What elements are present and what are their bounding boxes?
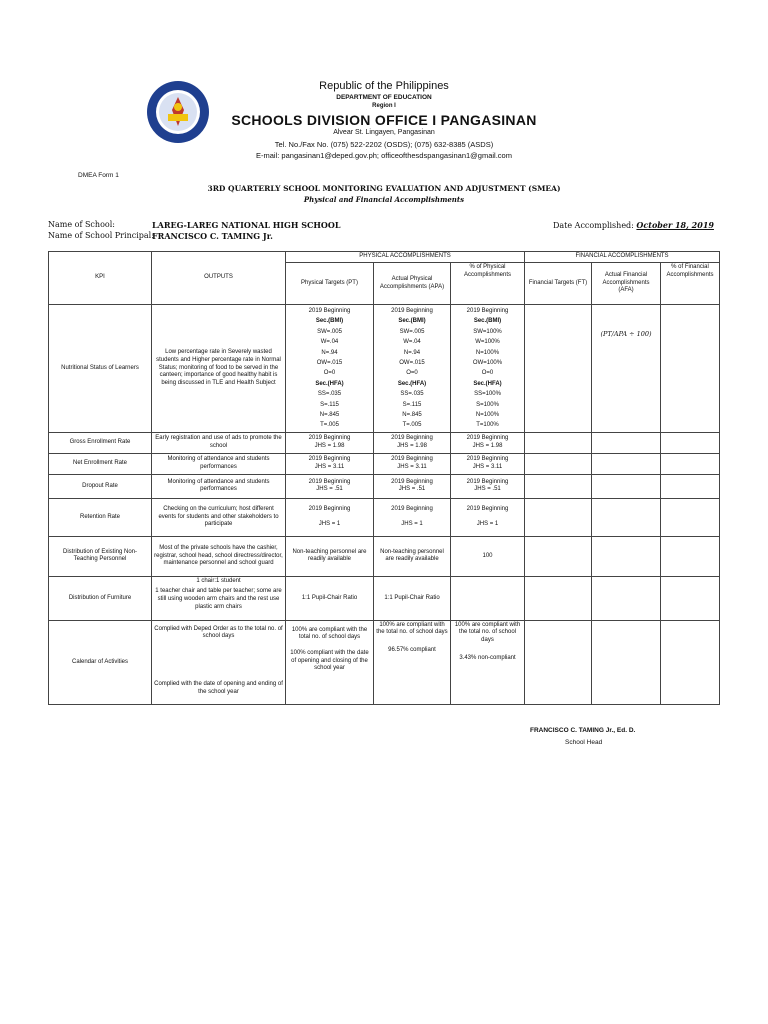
- apa-cell: 100% are compliant with the total no. of school days 96.57% compliant: [374, 620, 451, 704]
- apa-cell: 1:1 Pupil-Chair Ratio: [374, 576, 451, 620]
- output-cell: Complied with Deped Order as to the total no. of school days Complied with the date of opening and ending of the school year: [152, 620, 286, 704]
- document-title: 3RD QUARTERLY SCHOOL MONITORING EVALUATION AND ADJUSTMENT (SMEA): [207, 184, 561, 193]
- header-republic: Republic of the Philippines: [319, 80, 449, 92]
- pt-cell: 2019 Beginning JHS = 3.11: [286, 453, 374, 474]
- output-cell: Most of the private schools have the cashier, registrar, school head, school directress/director, maintenance personnel and school guard: [152, 536, 286, 576]
- pct-cell: 2019 Beginning JHS = .51: [451, 474, 525, 498]
- pct-cell: 2019 Beginning JHS = 3.11: [451, 453, 525, 474]
- pt-cell: 2019 Beginning JHS = .51: [286, 474, 374, 498]
- output-cell: Early registration and use of ads to promote the school: [152, 432, 286, 453]
- form-number: DMEA Form 1: [78, 172, 119, 179]
- smea-table: [48, 251, 720, 705]
- kpi-cell: Net Enrollment Rate: [49, 453, 152, 474]
- output-cell: Checking on the curriculum; host different events for students and other stakeholders to participate: [152, 498, 286, 536]
- pctfin-nutrition: [661, 305, 720, 433]
- header-pct-financial: % of Financial Accomplishments: [661, 263, 720, 305]
- apa-cell: 2019 Beginning JHS = 1: [374, 498, 451, 536]
- school-name: LAREG-LAREG NATIONAL HIGH SCHOOL: [152, 220, 341, 230]
- pt-cell: 2019 Beginning JHS = 1: [286, 498, 374, 536]
- header-outputs: OUTPUTS: [152, 252, 286, 305]
- header-financial-group: FINANCIAL ACCOMPLISHMENTS: [525, 252, 720, 263]
- date-accomplished: October 18, 2019: [636, 220, 714, 230]
- date-label: Date Accomplished:: [553, 221, 634, 230]
- afa-formula: (PT/APA ÷ 100): [600, 330, 652, 338]
- apa-cell: 2019 Beginning JHS = 1.98: [374, 432, 451, 453]
- kpi-cell: Gross Enrollment Rate: [49, 432, 152, 453]
- signatory-position: School Head: [565, 739, 603, 746]
- signatory-name: FRANCISCO C. TAMING Jr., Ed. D.: [530, 727, 636, 734]
- pt-nutrition: 2019 Beginning Sec.(BMI) SW=.005 W=.04 N=.94 OW=.015 O=0 Sec.(HFA) SS=.035 S=.115 N=.845 T=.005: [286, 305, 374, 433]
- pct-cell: 2019 Beginning JHS = 1: [451, 498, 525, 536]
- header-pt: Physical Targets (PT): [286, 263, 374, 305]
- header-pct-physical: % of Physical Accomplishments: [451, 263, 525, 305]
- table-row: [49, 453, 720, 474]
- header-email: E-mail: pangasinan1@deped.gov.ph; officeofthesdspangasinan1@gmail.com: [256, 151, 512, 160]
- output-cell: Monitoring of attendance and students performances: [152, 474, 286, 498]
- table-row: [49, 432, 720, 453]
- header-office: SCHOOLS DIVISION OFFICE I PANGASINAN: [231, 112, 537, 128]
- apa-cell: 2019 Beginning JHS = 3.11: [374, 453, 451, 474]
- table-row: [49, 474, 720, 498]
- kpi-cell: Distribution of Furniture: [49, 576, 152, 620]
- pt-cell: 100% are compliant with the total no. of school days 100% compliant with the date of opening and closing of the school year: [286, 620, 374, 704]
- pt-cell: 1:1 Pupil-Chair Ratio: [286, 576, 374, 620]
- pct-cell: 100% are compliant with the total no. of school days 3.43% non-compliant: [451, 620, 525, 704]
- document-subtitle: Physical and Financial Accomplishments: [303, 195, 465, 204]
- kpi-cell: Dropout Rate: [49, 474, 152, 498]
- header-ft: Financial Targets (FT): [525, 263, 592, 305]
- table-row: [49, 498, 720, 536]
- kpi-cell: Retention Rate: [49, 498, 152, 536]
- header-afa: Actual Financial Accomplishments (AFA): [592, 263, 661, 305]
- table-row: [49, 620, 720, 704]
- principal-name: FRANCISCO C. TAMING Jr.: [152, 231, 273, 241]
- kpi-cell: Distribution of Existing Non-Teaching Personnel: [49, 536, 152, 576]
- kpi-nutrition: Nutritional Status of Learners: [49, 305, 152, 433]
- pct-cell: 2019 Beginning JHS = 1.98: [451, 432, 525, 453]
- school-name-label: Name of School:: [48, 220, 115, 229]
- header-telfax: Tel. No./Fax No. (075) 522-2202 (OSDS); (075) 632-8385 (ASDS): [274, 140, 494, 149]
- output-cell: 1 chair:1 student 1 teacher chair and table per teacher; some are still using wooden arm chairs and the rest use plastic arm chairs: [152, 576, 286, 620]
- header-kpi: KPI: [49, 252, 152, 305]
- principal-label: Name of School Principal:: [48, 231, 154, 240]
- apa-nutrition: 2019 Beginning Sec.(BMI) SW=.005 W=.04 N=.94 OW=.015 O=0 Sec.(HFA) SS=.035 S=.115 N=.845 T=.005: [374, 305, 451, 433]
- table-row: [49, 576, 720, 620]
- apa-cell: 2019 Beginning JHS = .51: [374, 474, 451, 498]
- header-physical-group: PHYSICAL ACCOMPLISHMENTS: [286, 252, 525, 263]
- pct-nutrition: 2019 Beginning Sec.(BMI) SW=100% W=100% N=100% OW=100% O=0 Sec.(HFA) SS=100% S=100% N=100% T=100%: [451, 305, 525, 433]
- ft-nutrition: [525, 305, 592, 433]
- header-department: DEPARTMENT OF EDUCATION: [336, 94, 432, 101]
- output-cell: Monitoring of attendance and students performances: [152, 453, 286, 474]
- kpi-cell: Calendar of Activities: [49, 620, 152, 704]
- header-address: Alvear St. Lingayen, Pangasinan: [333, 129, 435, 136]
- pct-cell: 100: [451, 536, 525, 576]
- table-row: [49, 536, 720, 576]
- pt-cell: 2019 Beginning JHS = 1.98: [286, 432, 374, 453]
- pt-cell: Non-teaching personnel are readily available: [286, 536, 374, 576]
- apa-cell: Non-teaching personnel are readily available: [374, 536, 451, 576]
- output-nutrition: Low percentage rate in Severely wasted students and Higher percentage rate in Normal Status; monitoring of food to be served in the canteen; importance of good healthy habit is being discussed in TLE and Health Subject: [152, 305, 286, 433]
- afa-nutrition: [592, 305, 661, 433]
- header-region: Region I: [372, 103, 396, 109]
- header-apa: Actual Physical Accomplishments (APA): [374, 263, 451, 305]
